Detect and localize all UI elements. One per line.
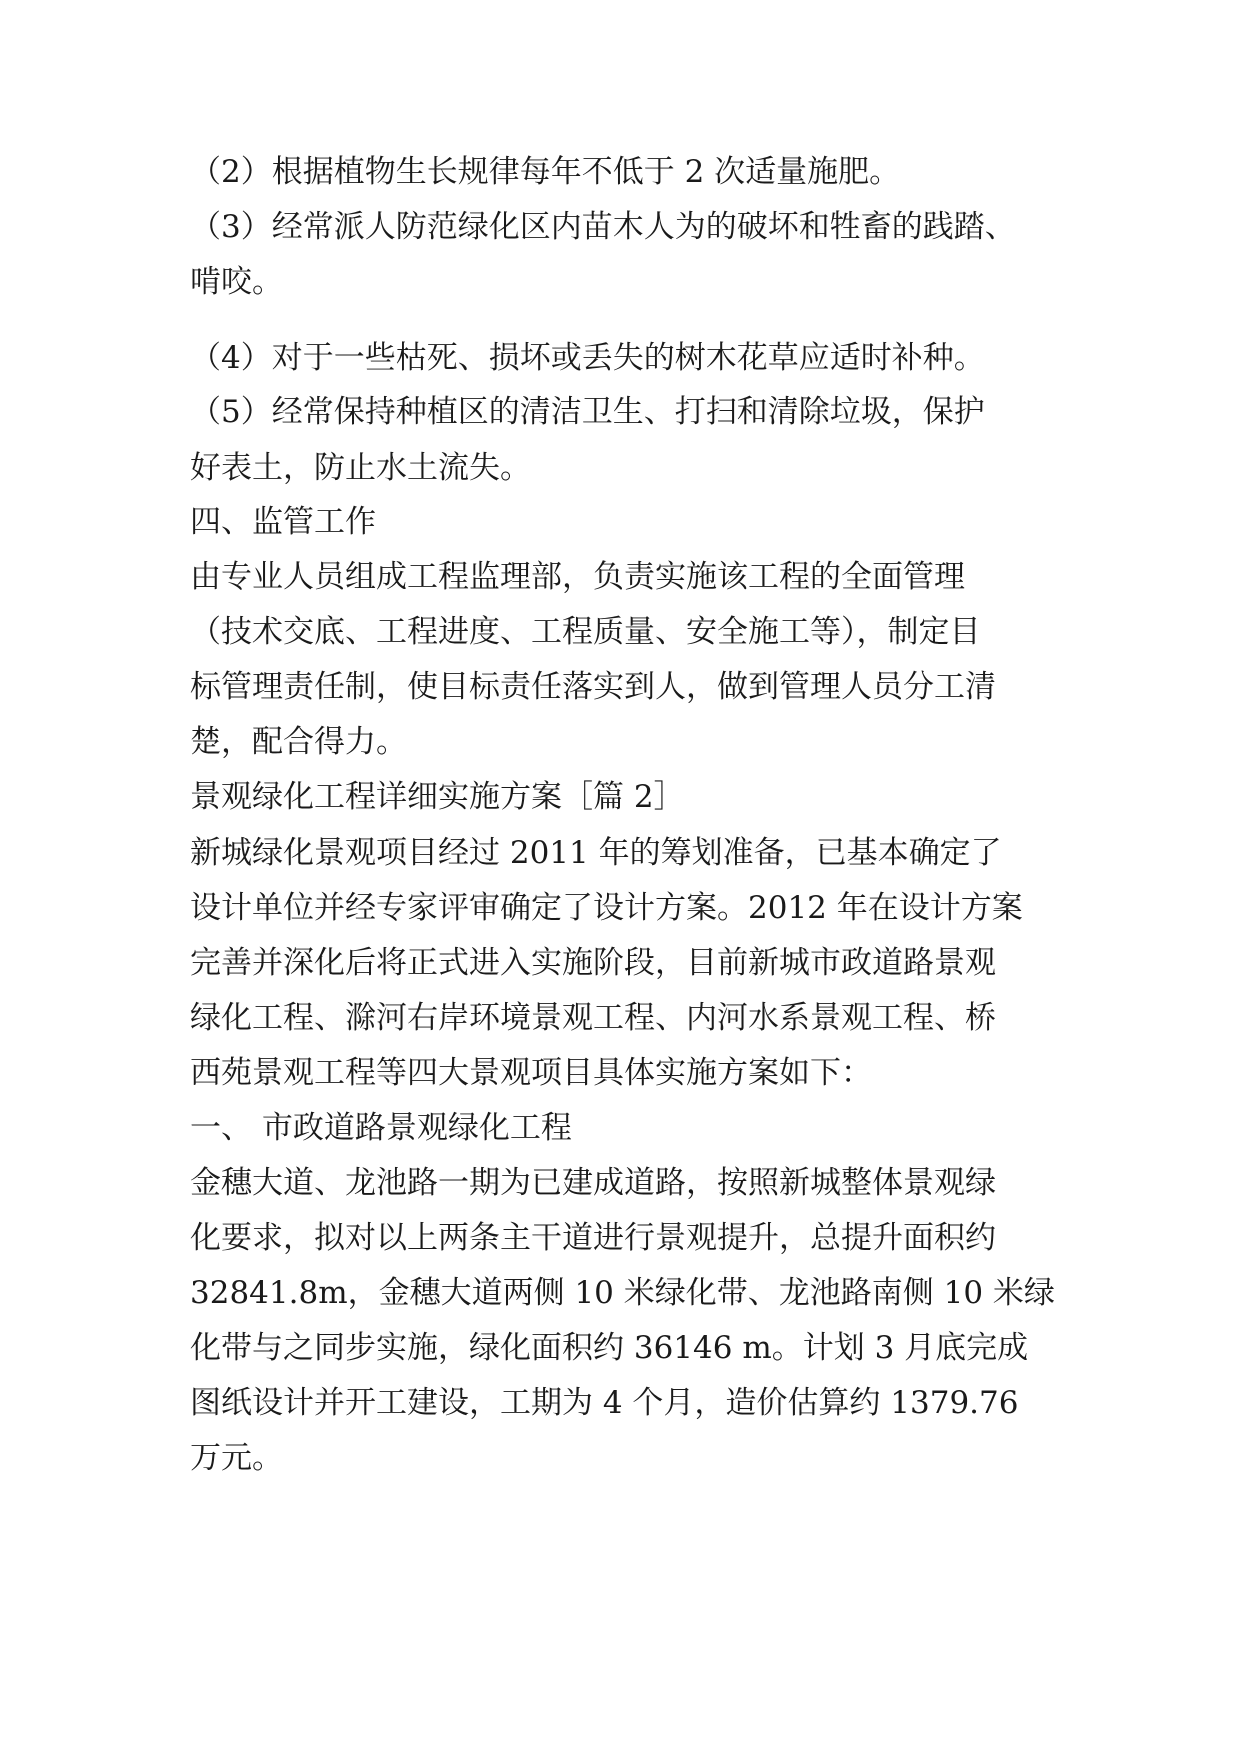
text-line: 好表土，防止水土流失。 [190,450,531,486]
text-line: （2）根据植物生长规律每年不低于 2 次适量施肥。 [190,154,901,190]
text-line: 完善并深化后将正式进入实施阶段，目前新城市政道路景观 [190,945,996,981]
text-line: （技术交底、工程进度、工程质量、安全施工等），制定目 [190,614,981,650]
text-line: 西苑景观工程等四大景观项目具体实施方案如下： [190,1055,872,1091]
text-line: 啃咬。 [190,264,283,300]
text-line: 化带与之同步实施，绿化面积约 36146 m。计划 3 月底完成 [190,1330,1029,1366]
text-line: 万元。 [190,1440,283,1476]
text-line: （5）经常保持种植区的清洁卫生、打扫和清除垃圾，保护 [190,394,985,430]
text-line: 标管理责任制，使目标责任落实到人，做到管理人员分工清 [190,669,996,705]
text-line: 由专业人员组成工程监理部，负责实施该工程的全面管理 [190,559,965,595]
article-title: 景观绿化工程详细实施方案［篇 2］ [190,779,685,815]
text-line: 图纸设计并开工建设，工期为 4 个月，造价估算约 1379.76 [190,1385,1019,1421]
text-line: 化要求，拟对以上两条主干道进行景观提升，总提升面积约 [190,1220,996,1256]
text-line: 绿化工程、滁河右岸环境景观工程、内河水系景观工程、桥 [190,1000,996,1036]
section-heading: 四、监管工作 [190,504,376,540]
text-line: 金穗大道、龙池路一期为已建成道路，按照新城整体景观绿 [190,1165,996,1201]
text-line: （4）对于一些枯死、损坏或丢失的树木花草应适时补种。 [190,340,985,376]
text-line: 楚，配合得力。 [190,724,407,760]
text-line: 设计单位并经专家评审确定了设计方案。2012 年在设计方案 [190,890,1023,926]
section-heading: 一、 市政道路景观绿化工程 [190,1110,572,1146]
text-line: 32841.8m，金穗大道两侧 10 米绿化带、龙池路南侧 10 米绿 [190,1275,1055,1311]
text-line: 新城绿化景观项目经过 2011 年的筹划准备，已基本确定了 [190,835,1002,871]
text-line: （3）经常派人防范绿化区内苗木人为的破坏和牲畜的践踏、 [190,209,1016,245]
